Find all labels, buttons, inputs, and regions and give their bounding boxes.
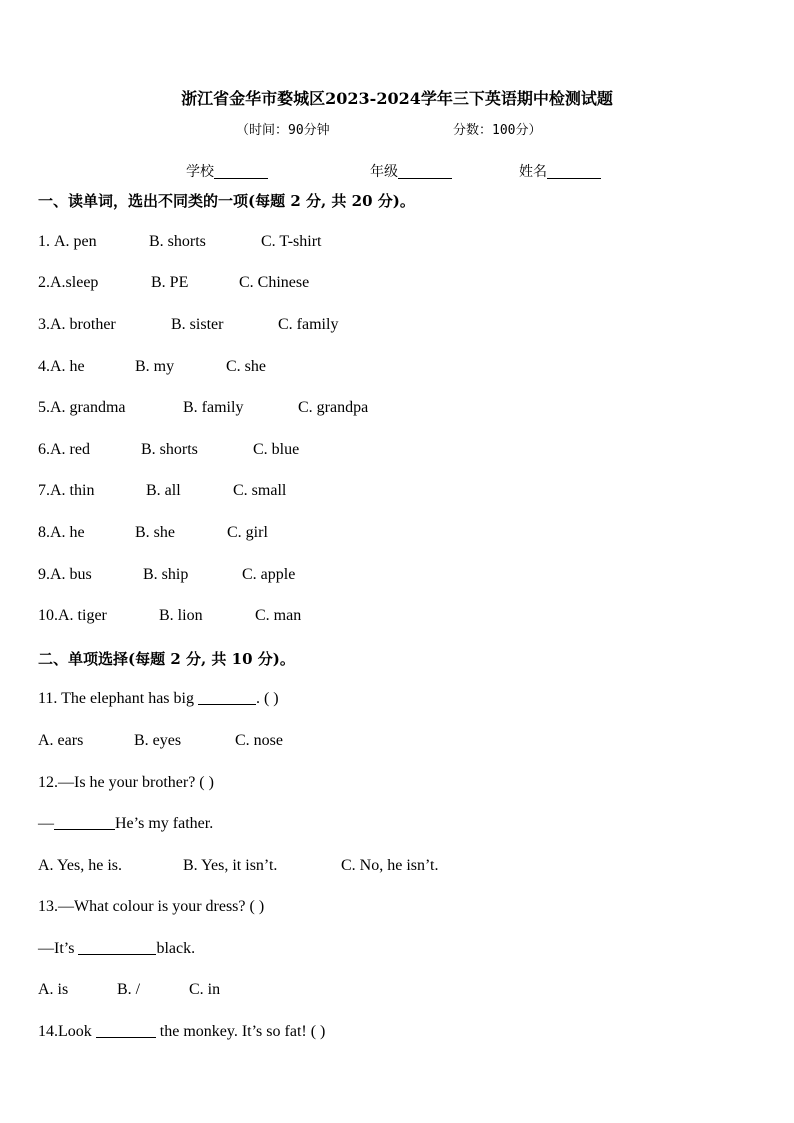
- question-7: 7.A. thin B. all C. small: [38, 482, 287, 499]
- grade-label: 年级: [370, 164, 398, 180]
- question-12-options: A. Yes, he is. B. Yes, it isn’t. C. No, he isn’t.: [38, 857, 439, 874]
- question-10: 10.A. tiger B. lion C. man: [38, 607, 302, 624]
- page-title: 浙江省金华市婺城区2023-2024学年三下英语期中检测试题: [181, 89, 613, 108]
- question-12-reply: — He’s my father.: [38, 815, 214, 832]
- question-11-options: A. ears B. eyes C. nose: [38, 732, 283, 749]
- question-13-options: A. is B. / C. in: [38, 981, 221, 998]
- name-label: 姓名: [519, 164, 547, 180]
- school-field: [186, 161, 268, 181]
- grade-field: [370, 161, 452, 181]
- name-blank: [547, 164, 601, 179]
- section2-title: 二、单项选择(每题 2 分, 共 10 分)。: [38, 650, 295, 668]
- question-13-reply: —It’s black.: [38, 940, 196, 957]
- grade-blank: [398, 164, 452, 179]
- exam-time: （时间：90分钟: [236, 123, 330, 138]
- name-field: [519, 161, 601, 181]
- school-blank: [214, 164, 268, 179]
- question-11: 11. The elephant has big . ( ): [38, 690, 279, 707]
- answer-blank: [54, 815, 115, 830]
- answer-blank: [198, 690, 256, 705]
- question-14: 14.Look the monkey. It’s so fat! ( ): [38, 1023, 326, 1040]
- section1-title: 一、读单词，选出不同类的一项(每题 2 分, 共 20 分)。: [38, 192, 415, 210]
- exam-score: 分数：100分）: [453, 123, 542, 138]
- question-13: 13.—What colour is your dress? ( ): [38, 898, 265, 915]
- question-4: 4.A. he B. my C. she: [38, 358, 266, 375]
- question-12: 12.—Is he your brother? ( ): [38, 774, 214, 791]
- school-label: 学校: [186, 164, 214, 180]
- question-5: 5.A. grandma B. family C. grandpa: [38, 399, 369, 416]
- answer-blank: [96, 1023, 156, 1038]
- question-8: 8.A. he B. she C. girl: [38, 524, 268, 541]
- question-1: 1. A. pen B. shorts C. T-shirt: [38, 233, 322, 250]
- question-2: 2.A.sleep B. PE C. Chinese: [38, 274, 310, 291]
- question-3: 3.A. brother B. sister C. family: [38, 316, 339, 333]
- question-6: 6.A. red B. shorts C. blue: [38, 441, 300, 458]
- question-9: 9.A. bus B. ship C. apple: [38, 566, 296, 583]
- answer-blank: [78, 940, 156, 955]
